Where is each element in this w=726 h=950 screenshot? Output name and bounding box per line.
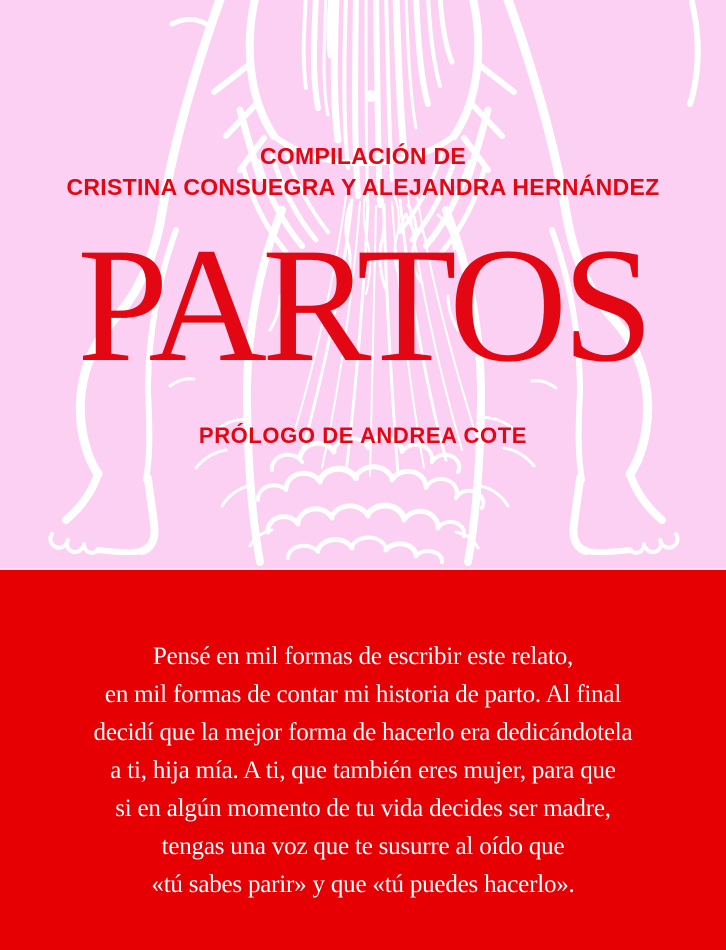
quote-line: si en algún momento de tu vida decides ser madre,	[115, 795, 611, 822]
compilation-heading	[0, 141, 726, 203]
authors-names: CRISTINA CONSUEGRA Y ALEJANDRA HERNÁNDEZ	[66, 174, 660, 200]
prologue-credit: PRÓLOGO DE ANDREA COTE	[198, 423, 528, 448]
quote-line: decidí que la mejor forma de hacerlo era dedicándotela	[93, 719, 633, 746]
quote-line: tengas una voz que te susurre al oído que	[161, 833, 565, 860]
cover-quote	[0, 570, 726, 904]
compilation-label: COMPILACIÓN DE	[259, 143, 467, 169]
book-title: PARTOS	[77, 215, 649, 396]
quote-line: Pensé en mil formas de escribir este relato,	[152, 643, 574, 670]
quote-line: a ti, hija mía. A ti, que también eres mujer, para que	[110, 757, 616, 784]
quote-line: en mil formas de contar mi historia de parto. Al final	[104, 681, 622, 708]
cover-quote-band	[0, 568, 726, 950]
quote-line: «tú sabes parir» y que «tú puedes hacerlo».	[151, 871, 575, 898]
